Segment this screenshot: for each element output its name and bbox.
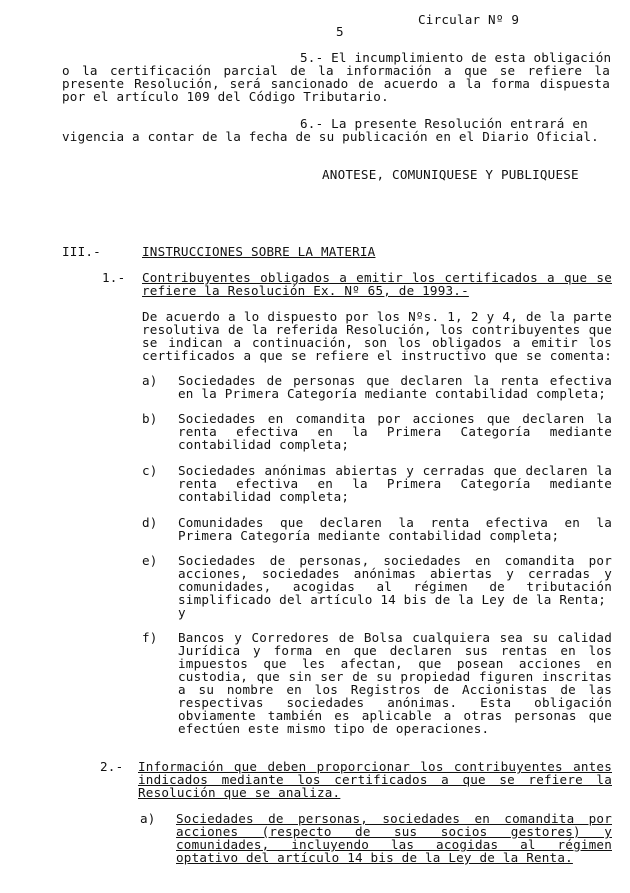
item-2-heading-line: Resolución que se analiza. [138,785,341,800]
list-item-line: Sociedades de personas que declaren la renta efectiva [178,373,612,388]
paragraph-5-line: 5.- El incumplimiento de esta obligación [300,50,612,65]
list-item-line: Sociedades de personas, sociedades en comandita por [178,553,612,568]
item-2-heading-line: indicados mediante los certificados a que se refiere la [138,772,612,787]
item-2-number: 2.- [100,759,124,774]
list-item-line: optativo del artículo 14 bis de la Ley de la Renta. [176,850,573,865]
paragraph-5-line: presente Resolución, será sancionado de acuerdo a la forma dispuesta [62,76,610,91]
item-1-intro-line: resolutiva de la referida Resolución, los contribuyentes que [142,322,612,337]
paragraph-5-line: o la certificación parcial de la información a que se refiere la [62,63,610,78]
paragraph-6-line: 6.- La presente Resolución entrará en [300,116,588,131]
list-item-line: simplificado del artículo 14 bis de la Ley de la Renta; [178,592,607,607]
list-item-line: Sociedades anónimas abiertas y cerradas que declaren la [178,463,612,478]
list-item-line: Comunidades que declaren la renta efectiva en la [178,515,612,530]
list-item-line: custodia, que sin ser de su propiedad figuren inscritas [178,669,612,684]
list-item-line: Bancos y Corredores de Bolsa cualquiera sea su calidad [178,630,612,645]
list-letter: b) [142,411,158,426]
item-1-intro-line: De acuerdo a lo dispuesto por los Nºs. 1, 2 y 4, de la parte [142,309,612,324]
list-letter: f) [142,630,158,645]
list-item-line: respectivas sociedades anónimas. Esta obligación [178,695,612,710]
section-title: INSTRUCCIONES SOBRE LA MATERIA [142,244,376,259]
list-item-line: impuestos que les afectan, que posean acciones en [178,656,612,671]
list-item-line: Sociedades en comandita por acciones que declaren la [178,411,612,426]
section-number: III.- [62,244,101,259]
item-1-heading-line: Contribuyentes obligados a emitir los certificados a que se [142,270,612,285]
paragraph-6-line: vigencia a contar de la fecha de su publicación en el Diario Oficial. [62,129,599,144]
list-item-line: en la Primera Categoría mediante contabilidad completa; [178,386,607,401]
list-letter: d) [142,515,158,530]
list-item-line: renta efectiva en la Primera Categoría mediante [178,476,612,491]
page-number: 5 [336,24,344,39]
item-1-intro-line: se indican a continuación, son los obligados a emitir los [142,335,612,350]
list-letter: c) [142,463,158,478]
list-item-line: acciones (respecto de sus socios gestores) y [176,824,612,839]
list-item-line: acciones, sociedades anónimas abiertas y cerradas y [178,566,612,581]
list-item-line: a su nombre en los Registros de Accionistas de las [178,682,612,697]
list-item-line: Primera Categoría mediante contabilidad completa; [178,528,560,543]
list-letter: e) [142,553,158,568]
list-item-line: Jurídica y forma en que declaren sus rentas en los [178,643,612,658]
list-item-line: contabilidad completa; [178,437,350,452]
list-item-line: efectúen este mismo tipo de operaciones. [178,721,490,736]
closing-formula: ANOTESE, COMUNIQUESE Y PUBLIQUESE [322,167,579,182]
list-letter: a) [142,373,158,388]
list-item-line: renta efectiva en la Primera Categoría mediante [178,424,612,439]
list-item-line: obviamente también es aplicable a otras personas que [178,708,612,723]
item-1-number: 1.- [102,270,126,285]
circular-number: Circular Nº 9 [418,12,520,27]
list-item-line: Sociedades de personas, sociedades en comandita por [176,811,612,826]
item-2-heading-line: Información que deben proporcionar los contribuyentes antes [138,759,612,774]
list-item-line: comunidades, acogidas al régimen de tributación [178,579,612,594]
list-letter: a) [140,811,156,826]
item-1-intro-line: certificados a que se refiere el instructivo que se comenta: [142,348,612,363]
list-item-line: comunidades, incluyendo las acogidas al régimen [176,837,612,852]
paragraph-5-line: por el artículo 109 del Código Tributario. [62,89,389,104]
item-1-heading-line: refiere la Resolución Ex. Nº 65, de 1993.- [142,283,469,298]
list-item-line: y [178,605,186,620]
list-item-line: contabilidad completa; [178,489,350,504]
